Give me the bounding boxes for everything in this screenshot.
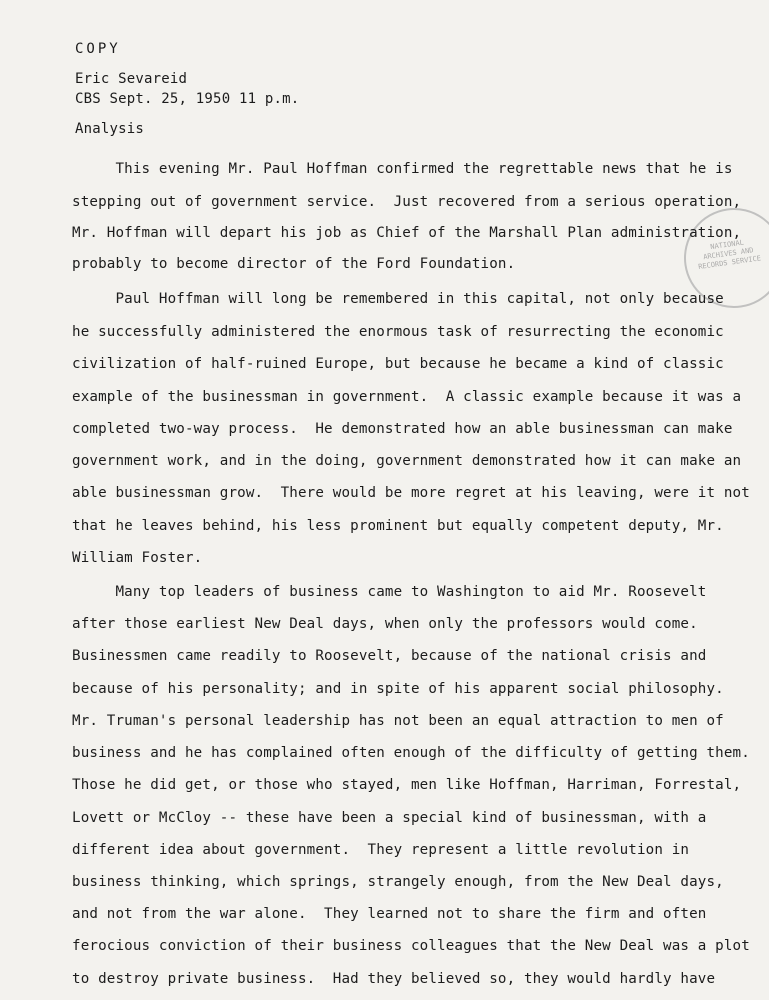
body-line: Those he did get, or those who stayed, men like Hoffman, Harriman, Forrestal, [72, 777, 742, 793]
section-heading: Analysis [75, 121, 145, 137]
body-line: he successfully administered the enormous task of resurrecting the economic [72, 324, 724, 340]
body-line: and not from the war alone. They learned not to share the firm and often [72, 906, 707, 922]
body-line: stepping out of government service. Just recovered from a serious operation, [72, 194, 742, 210]
body-line: ferocious conviction of their business colleagues that the New Deal was a plot [72, 938, 750, 954]
body-line: to destroy private business. Had they believed so, they would hardly have [72, 971, 716, 987]
body-line: Mr. Hoffman will depart his job as Chief of the Marshall Plan administration, [72, 225, 742, 241]
author-name: Eric Sevareid [75, 71, 188, 87]
body-line: that he leaves behind, his less prominent but equally competent deputy, Mr. [72, 518, 724, 534]
archive-stamp-text: NATIONAL ARCHIVES AND RECORDS SERVICE [697, 238, 762, 272]
body-line: business and he has complained often enough of the difficulty of getting them. [72, 745, 750, 761]
body-line: This evening Mr. Paul Hoffman confirmed the regrettable news that he is [72, 161, 733, 177]
body-line: because of his personality; and in spite of his apparent social philosophy. [72, 681, 724, 697]
body-line: example of the businessman in government. A classic example because it was a [72, 389, 742, 405]
body-line: completed two-way process. He demonstrated how an able businessman can make [72, 421, 733, 437]
broadcast-date: CBS Sept. 25, 1950 11 p.m. [75, 91, 300, 107]
body-line: business thinking, which springs, strangely enough, from the New Deal days, [72, 874, 724, 890]
body-line: Businessmen came readily to Roosevelt, because of the national crisis and [72, 648, 707, 664]
body-line: different idea about government. They represent a little revolution in [72, 842, 690, 858]
body-line: government work, and in the doing, government demonstrated how it can make an [72, 453, 742, 469]
body-line: Lovett or McCloy -- these have been a special kind of businessman, with a [72, 810, 707, 826]
body-line: William Foster. [72, 550, 203, 566]
body-line: Paul Hoffman will long be remembered in this capital, not only because [72, 291, 724, 307]
body-line: able businessman grow. There would be more regret at his leaving, were it not [72, 485, 750, 501]
body-line: Mr. Truman's personal leadership has not been an equal attraction to men of [72, 713, 724, 729]
body-line: probably to become director of the Ford Foundation. [72, 256, 516, 272]
copy-label: COPY [75, 41, 121, 57]
body-line: Many top leaders of business came to Washington to aid Mr. Roosevelt [72, 584, 707, 600]
body-line: civilization of half-ruined Europe, but because he became a kind of classic [72, 356, 724, 372]
body-line: after those earliest New Deal days, when only the professors would come. [72, 616, 698, 632]
